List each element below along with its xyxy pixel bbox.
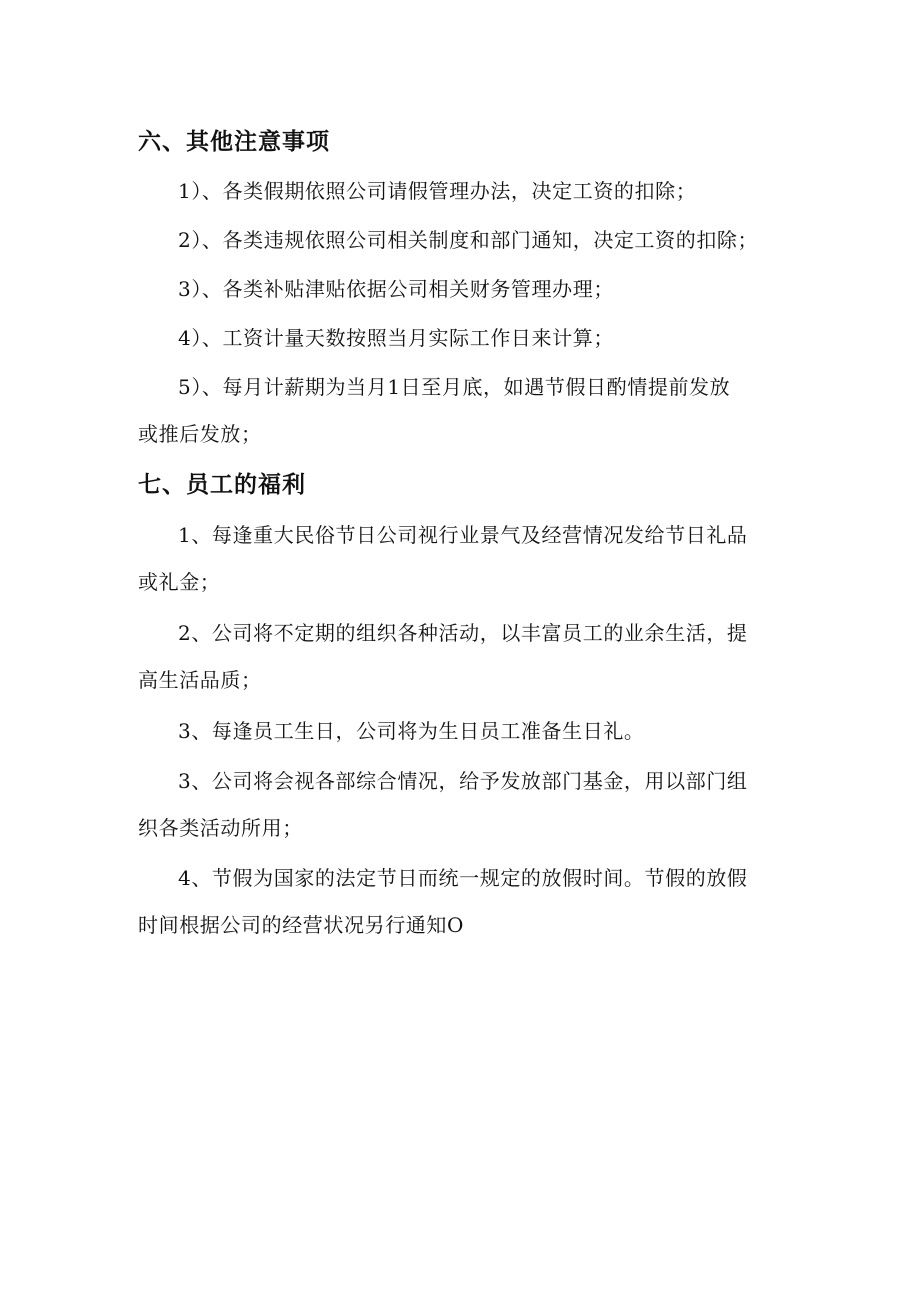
paragraph-leave-deduction [138, 168, 788, 215]
paragraph-line: 2、公司将不定期的组织各种活动，以丰富员工的业余生活，提 [178, 621, 748, 645]
paragraph-line: 1）、各类假期依照公司请假管理办法，决定工资的扣除； [178, 179, 697, 203]
paragraph-allowance [138, 266, 788, 313]
paragraph-festival-gifts [138, 512, 788, 606]
section-heading-other-notes: 六、其他注意事项 [138, 129, 330, 155]
paragraph-holidays [138, 855, 788, 949]
paragraph-violation-deduction [138, 217, 788, 264]
paragraph-line-continued: 高生活品质； [138, 668, 262, 692]
paragraph-line: 3、公司将会视各部综合情况，给予发放部门基金，用以部门组 [178, 769, 748, 793]
section-heading-benefits: 七、员工的福利 [138, 472, 306, 498]
paragraph-line-continued: 或礼金； [138, 570, 221, 594]
paragraph-activities [138, 610, 788, 704]
paragraph-birthday [138, 708, 788, 755]
paragraph-pay-period [138, 364, 788, 458]
paragraph-line: 1、每逢重大民俗节日公司视行业景气及经营情况发给节日礼品 [178, 523, 748, 547]
paragraph-line-continued: 或推后发放； [138, 422, 262, 446]
paragraph-line-continued: 时间根据公司的经营状况另行通知O [138, 913, 464, 937]
paragraph-line: 3、每逢员工生日，公司将为生日员工准备生日礼。 [178, 719, 645, 743]
paragraph-line: 3）、各类补贴津贴依据公司相关财务管理办理； [178, 277, 614, 301]
paragraph-line: 5）、每月计薪期为当月1日至月底，如遇节假日酌情提前发放 [178, 375, 731, 399]
paragraph-workdays [138, 315, 788, 362]
paragraph-line-continued: 织各类活动所用； [138, 816, 303, 840]
paragraph-line: 2）、各类违规依照公司相关制度和部门通知，决定工资的扣除； [178, 228, 759, 252]
paragraph-line: 4）、工资计量天数按照当月实际工作日来计算； [178, 326, 614, 350]
paragraph-department-fund [138, 758, 788, 852]
paragraph-line: 4、节假为国家的法定节日而统一规定的放假时间。节假的放假 [178, 866, 748, 890]
